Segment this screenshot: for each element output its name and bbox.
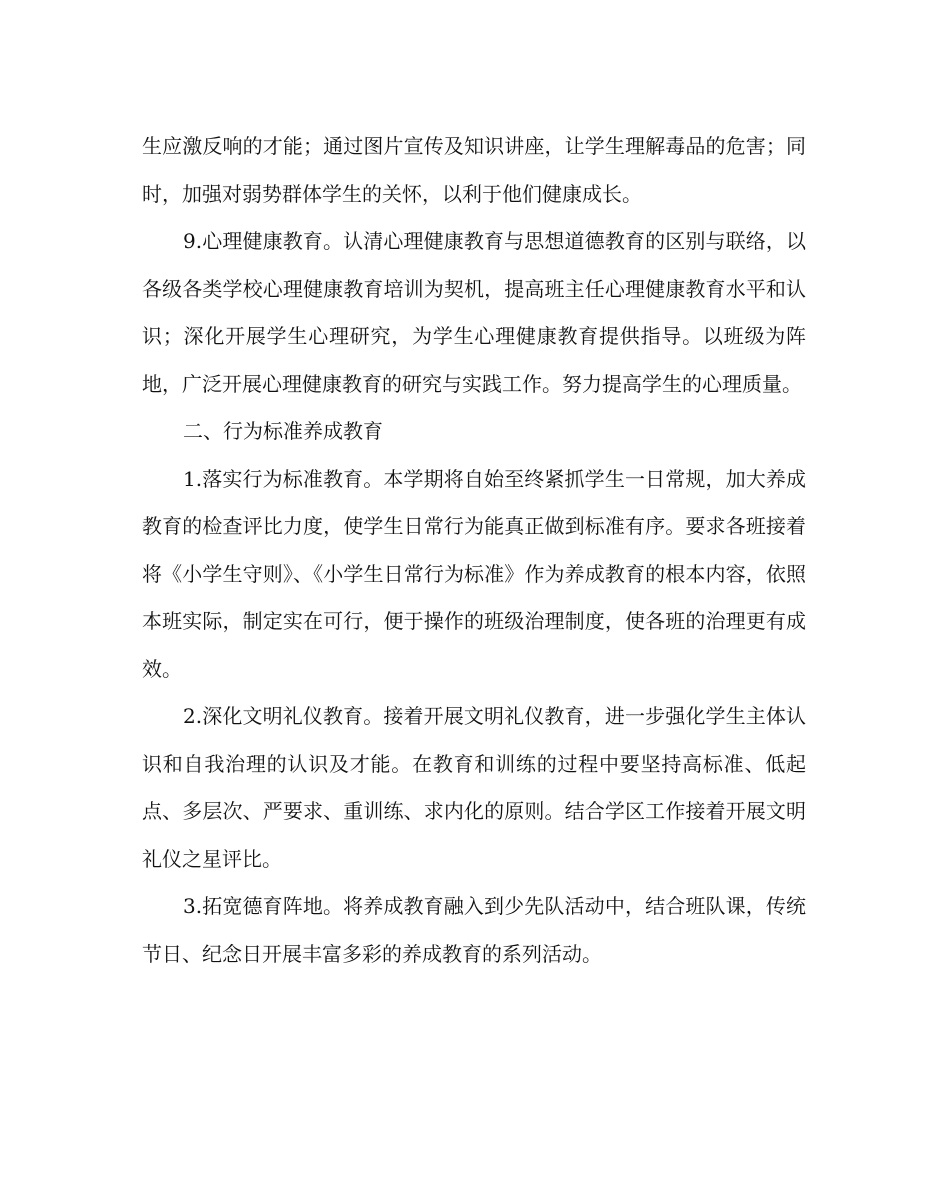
paragraph-mental-health: 9.心理健康教育。认清心理健康教育与思想道德教育的区别与联络，以各级各类学校心理健康教育培训为契机，提高班主任心理健康教育水平和认识；深化开展学生心理研究，为学生心理健康教育提供指导。以班级为阵地，广泛开展心理健康教育的研究与实践工作。努力提高学生的心理质量。 <box>142 229 806 396</box>
section-heading-behavior-standards: 二、行为标准养成教育 <box>183 419 383 443</box>
document-body <box>142 123 806 978</box>
paragraph-moral-education-base: 3.拓宽德育阵地。将养成教育融入到少先队活动中，结合班队课，传统节日、纪念日开展丰富多彩的养成教育的系列活动。 <box>142 894 806 966</box>
paragraph-drug-education-end: 生应激反响的才能；通过图片宣传及知识讲座，让学生理解毒品的危害；同时，加强对弱势群体学生的关怀，以利于他们健康成长。 <box>142 134 806 206</box>
paragraph-behavior-standards: 1.落实行为标准教育。本学期将自始至终紧抓学生一日常规，加大养成教育的检查评比力度，使学生日常行为能真正做到标准有序。要求各班接着将《小学生守则》、《小学生日常行为标准》作为养成教育的根本内容，依照本班实际，制定实在可行，便于操作的班级治理制度，使各班的治理更有成效。 <box>142 466 806 681</box>
paragraph-etiquette-education: 2.深化文明礼仪教育。接着开展文明礼仪教育，进一步强化学生主体认识和自我治理的认识及才能。在教育和训练的过程中要坚持高标准、低起点、多层次、严要求、重训练、求内化的原则。结合学区工作接着开展文明礼仪之星评比。 <box>142 704 806 871</box>
